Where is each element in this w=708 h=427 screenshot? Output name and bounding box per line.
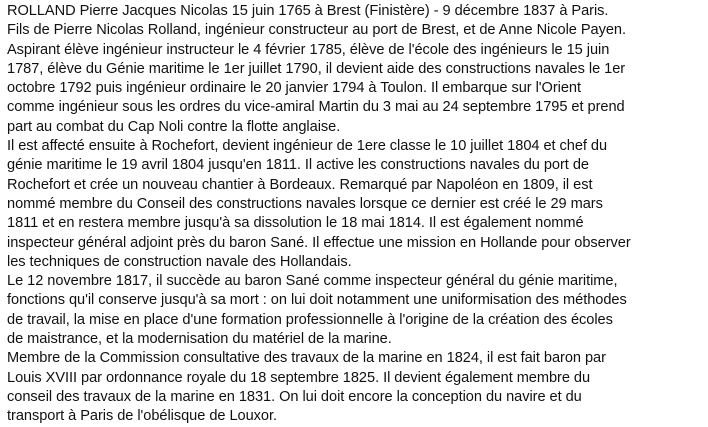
text-line: Aspirant élève ingénieur instructeur le 4 février 1785, élève de l'école des ingénieurs le 15 juin [7,41,610,58]
biography-heading: ROLLAND Pierre Jacques Nicolas 15 juin 1765 à Brest (Finistère) - 9 décembre 1837 à Paris. [7,3,609,19]
text-line: fonctions qu'il conserve jusqu'à sa mort : on lui doit notamment une uniformisation des méthodes [7,292,627,309]
text-line: de travail, la mise en place d'une formation professionnelle à l'origine de la création des écoles [7,311,613,328]
text-line: génie maritime le 19 avril 1804 jusqu'en 1811. Il active les constructions navales du port de [7,157,589,174]
text-line: comme ingénieur sous les ordres du vice-amiral Martin du 3 mai au 24 septembre 1795 et prend [7,99,625,116]
text-line: octobre 1792 puis ingénieur ordinaire le 20 janvier 1794 à Toulon. Il embarque sur l'Orient [7,80,581,97]
text-line: Louis XVIII par ordonnance royale du 18 septembre 1825. Il devient également membre du [7,369,591,386]
text-line: nommé membre du Conseil des constructions navales lorsque ce dernier est créé le 29 mars [7,195,603,212]
text-line: part au combat du Cap Noli contre la flotte anglaise. [7,118,341,135]
text-line: les techniques de construction navale des Hollandais. [7,253,352,270]
text-line: Fils de Pierre Nicolas Rolland, ingénieur constructeur au port de Brest, et de Anne Nicole Payen. [7,22,626,39]
text-line: Rochefort et crée un nouveau chantier à Bordeaux. Remarqué par Napoléon en 1809, il est [7,176,593,193]
text-line: transport à Paris de l'obélisque de Louxor. [7,408,277,425]
text-line: de maistrance, et la modernisation du matériel de la marine. [7,331,392,348]
text-line: conseil des travaux de la marine en 1831. On lui doit encore la conception du navire et du [7,388,582,405]
text-line: Le 12 novembre 1817, il succède au baron Sané comme inspecteur général du génie maritime, [7,273,618,290]
text-line: Il est affecté ensuite à Rochefort, devient ingénieur de 1ere classe le 10 juillet 1804 et chef du [7,138,608,155]
text-line: inspecteur général adjoint près du baron Sané. Il effectue une mission en Hollande pour observer [7,234,631,251]
text-line: 1787, élève du Génie maritime le 1er juillet 1790, il devient aide des constructions navales le 1er [7,60,626,77]
text-line: 1811 et en restera membre jusqu'à sa dissolution le 18 mai 1814. Il est également nommé [7,215,584,232]
biography-text [7,2,707,427]
text-line: Membre de la Commission consultative des travaux de la marine en 1824, il est fait baron par [7,350,606,367]
